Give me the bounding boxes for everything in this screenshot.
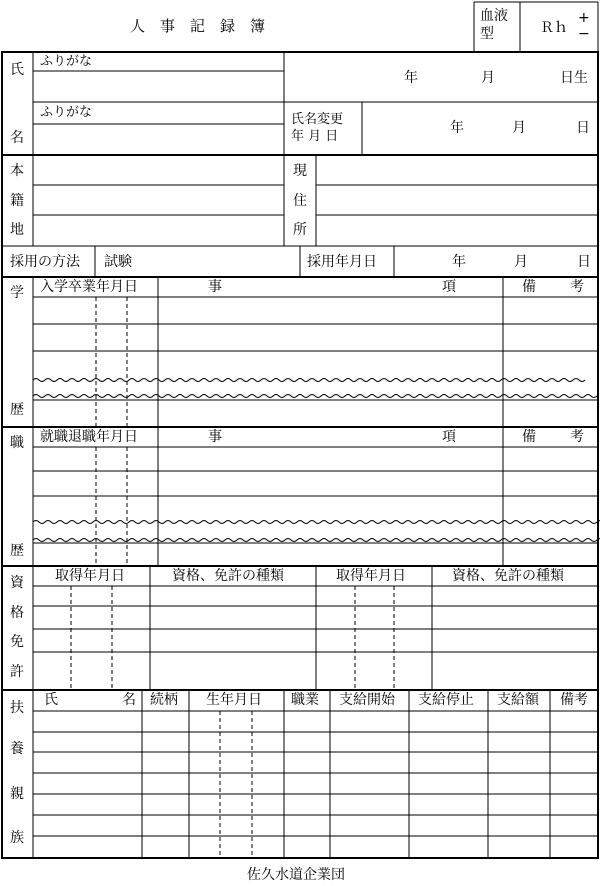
name-change-label-line1: 氏名変更 — [291, 112, 344, 127]
education-item-header-2: 項 — [442, 279, 456, 295]
name-field-2[interactable] — [34, 125, 283, 154]
honseki-char-1: 本 — [10, 163, 24, 179]
qualification-date-header-left: 取得年月日 — [55, 568, 125, 584]
furigana-label-2: ふりがな — [40, 105, 93, 120]
name-label-bottom: 名 — [10, 130, 24, 146]
career-date-header: 就職退職年月日 — [40, 429, 138, 445]
blood-type-label-line1: 血液 — [480, 8, 508, 24]
dependents-notes-header: 備考 — [560, 692, 588, 708]
education-date-header: 入学卒業年月日 — [40, 279, 138, 295]
hiring-date-label: 採用年月日 — [307, 254, 377, 270]
address-field[interactable] — [317, 156, 597, 245]
name-change-year-label: 年 — [450, 120, 464, 136]
qualification-char-4: 許 — [10, 664, 24, 680]
furigana-label-1: ふりがな — [40, 54, 93, 69]
rh-minus-sign: − — [578, 26, 590, 42]
name-change-day-label: 日 — [576, 120, 590, 136]
career-item-header-1: 事 — [208, 429, 222, 445]
hiring-day-label: 日 — [577, 254, 591, 270]
career-side-bottom: 歴 — [10, 543, 24, 559]
qualification-type-header-right: 資格、免許の種類 — [452, 568, 564, 584]
qualification-type-header-left: 資格、免許の種類 — [172, 568, 284, 584]
dependents-start-header: 支給開始 — [339, 692, 395, 708]
blood-type-label-line2: 型 — [480, 26, 494, 42]
name-label-top: 氏 — [10, 62, 24, 78]
dependents-relation-header: 続柄 — [150, 692, 178, 708]
hiring-year-label: 年 — [452, 254, 466, 270]
birth-year-label: 年 — [404, 70, 418, 86]
education-item-header-1: 事 — [208, 279, 222, 295]
organization-name: 佐久水道企業団 — [247, 867, 345, 883]
career-item-header-2: 項 — [442, 429, 456, 445]
qualification-table-body[interactable] — [34, 587, 597, 689]
dependents-char-4: 族 — [10, 830, 24, 846]
dependents-table-body[interactable] — [34, 712, 597, 857]
hiring-method-label: 採用の方法 — [10, 254, 80, 270]
dependents-char-3: 親 — [10, 786, 24, 802]
career-side-top: 職 — [10, 435, 24, 451]
qualification-char-2: 格 — [10, 605, 24, 621]
career-table-body[interactable] — [34, 448, 597, 565]
birth-month-label: 月 — [481, 70, 495, 86]
address-char-1: 現 — [293, 163, 307, 179]
qualification-char-1: 資 — [10, 575, 24, 591]
name-field-1[interactable] — [34, 72, 283, 101]
education-table-body[interactable] — [34, 298, 597, 426]
dependents-birth-header: 生年月日 — [206, 692, 262, 708]
rh-plus-sign: + — [578, 10, 590, 26]
hiring-method-value[interactable]: 試験 — [104, 254, 132, 270]
dependents-amount-header: 支給額 — [497, 692, 539, 708]
address-char-2: 住 — [293, 193, 307, 209]
education-notes-header-2: 考 — [570, 279, 584, 295]
dependents-job-header: 職業 — [291, 692, 319, 708]
name-change-month-label: 月 — [512, 120, 526, 136]
dependents-name-header-2: 名 — [122, 692, 136, 708]
education-side-bottom: 歴 — [10, 402, 24, 418]
rh-label: Ｒｈ — [540, 20, 568, 36]
name-change-label-line2: 年 月 日 — [291, 129, 339, 144]
dependents-char-1: 扶 — [10, 700, 24, 716]
dependents-char-2: 養 — [10, 741, 24, 757]
hiring-month-label: 月 — [514, 254, 528, 270]
honseki-char-2: 籍 — [10, 193, 24, 209]
form-title: 人 事 記 録 簿 — [130, 17, 266, 35]
education-notes-header-1: 備 — [522, 279, 536, 295]
career-notes-header-1: 備 — [522, 429, 536, 445]
career-notes-header-2: 考 — [570, 429, 584, 445]
qualification-date-header-right: 取得年月日 — [336, 568, 406, 584]
education-side-top: 学 — [10, 285, 24, 301]
dependents-stop-header: 支給停止 — [418, 692, 474, 708]
address-char-3: 所 — [293, 222, 307, 238]
birth-day-label: 日生 — [560, 70, 588, 86]
honseki-char-3: 地 — [10, 222, 24, 238]
qualification-char-3: 免 — [10, 634, 24, 650]
dependents-name-header-1: 氏 — [44, 692, 58, 708]
honseki-field[interactable] — [34, 156, 283, 245]
